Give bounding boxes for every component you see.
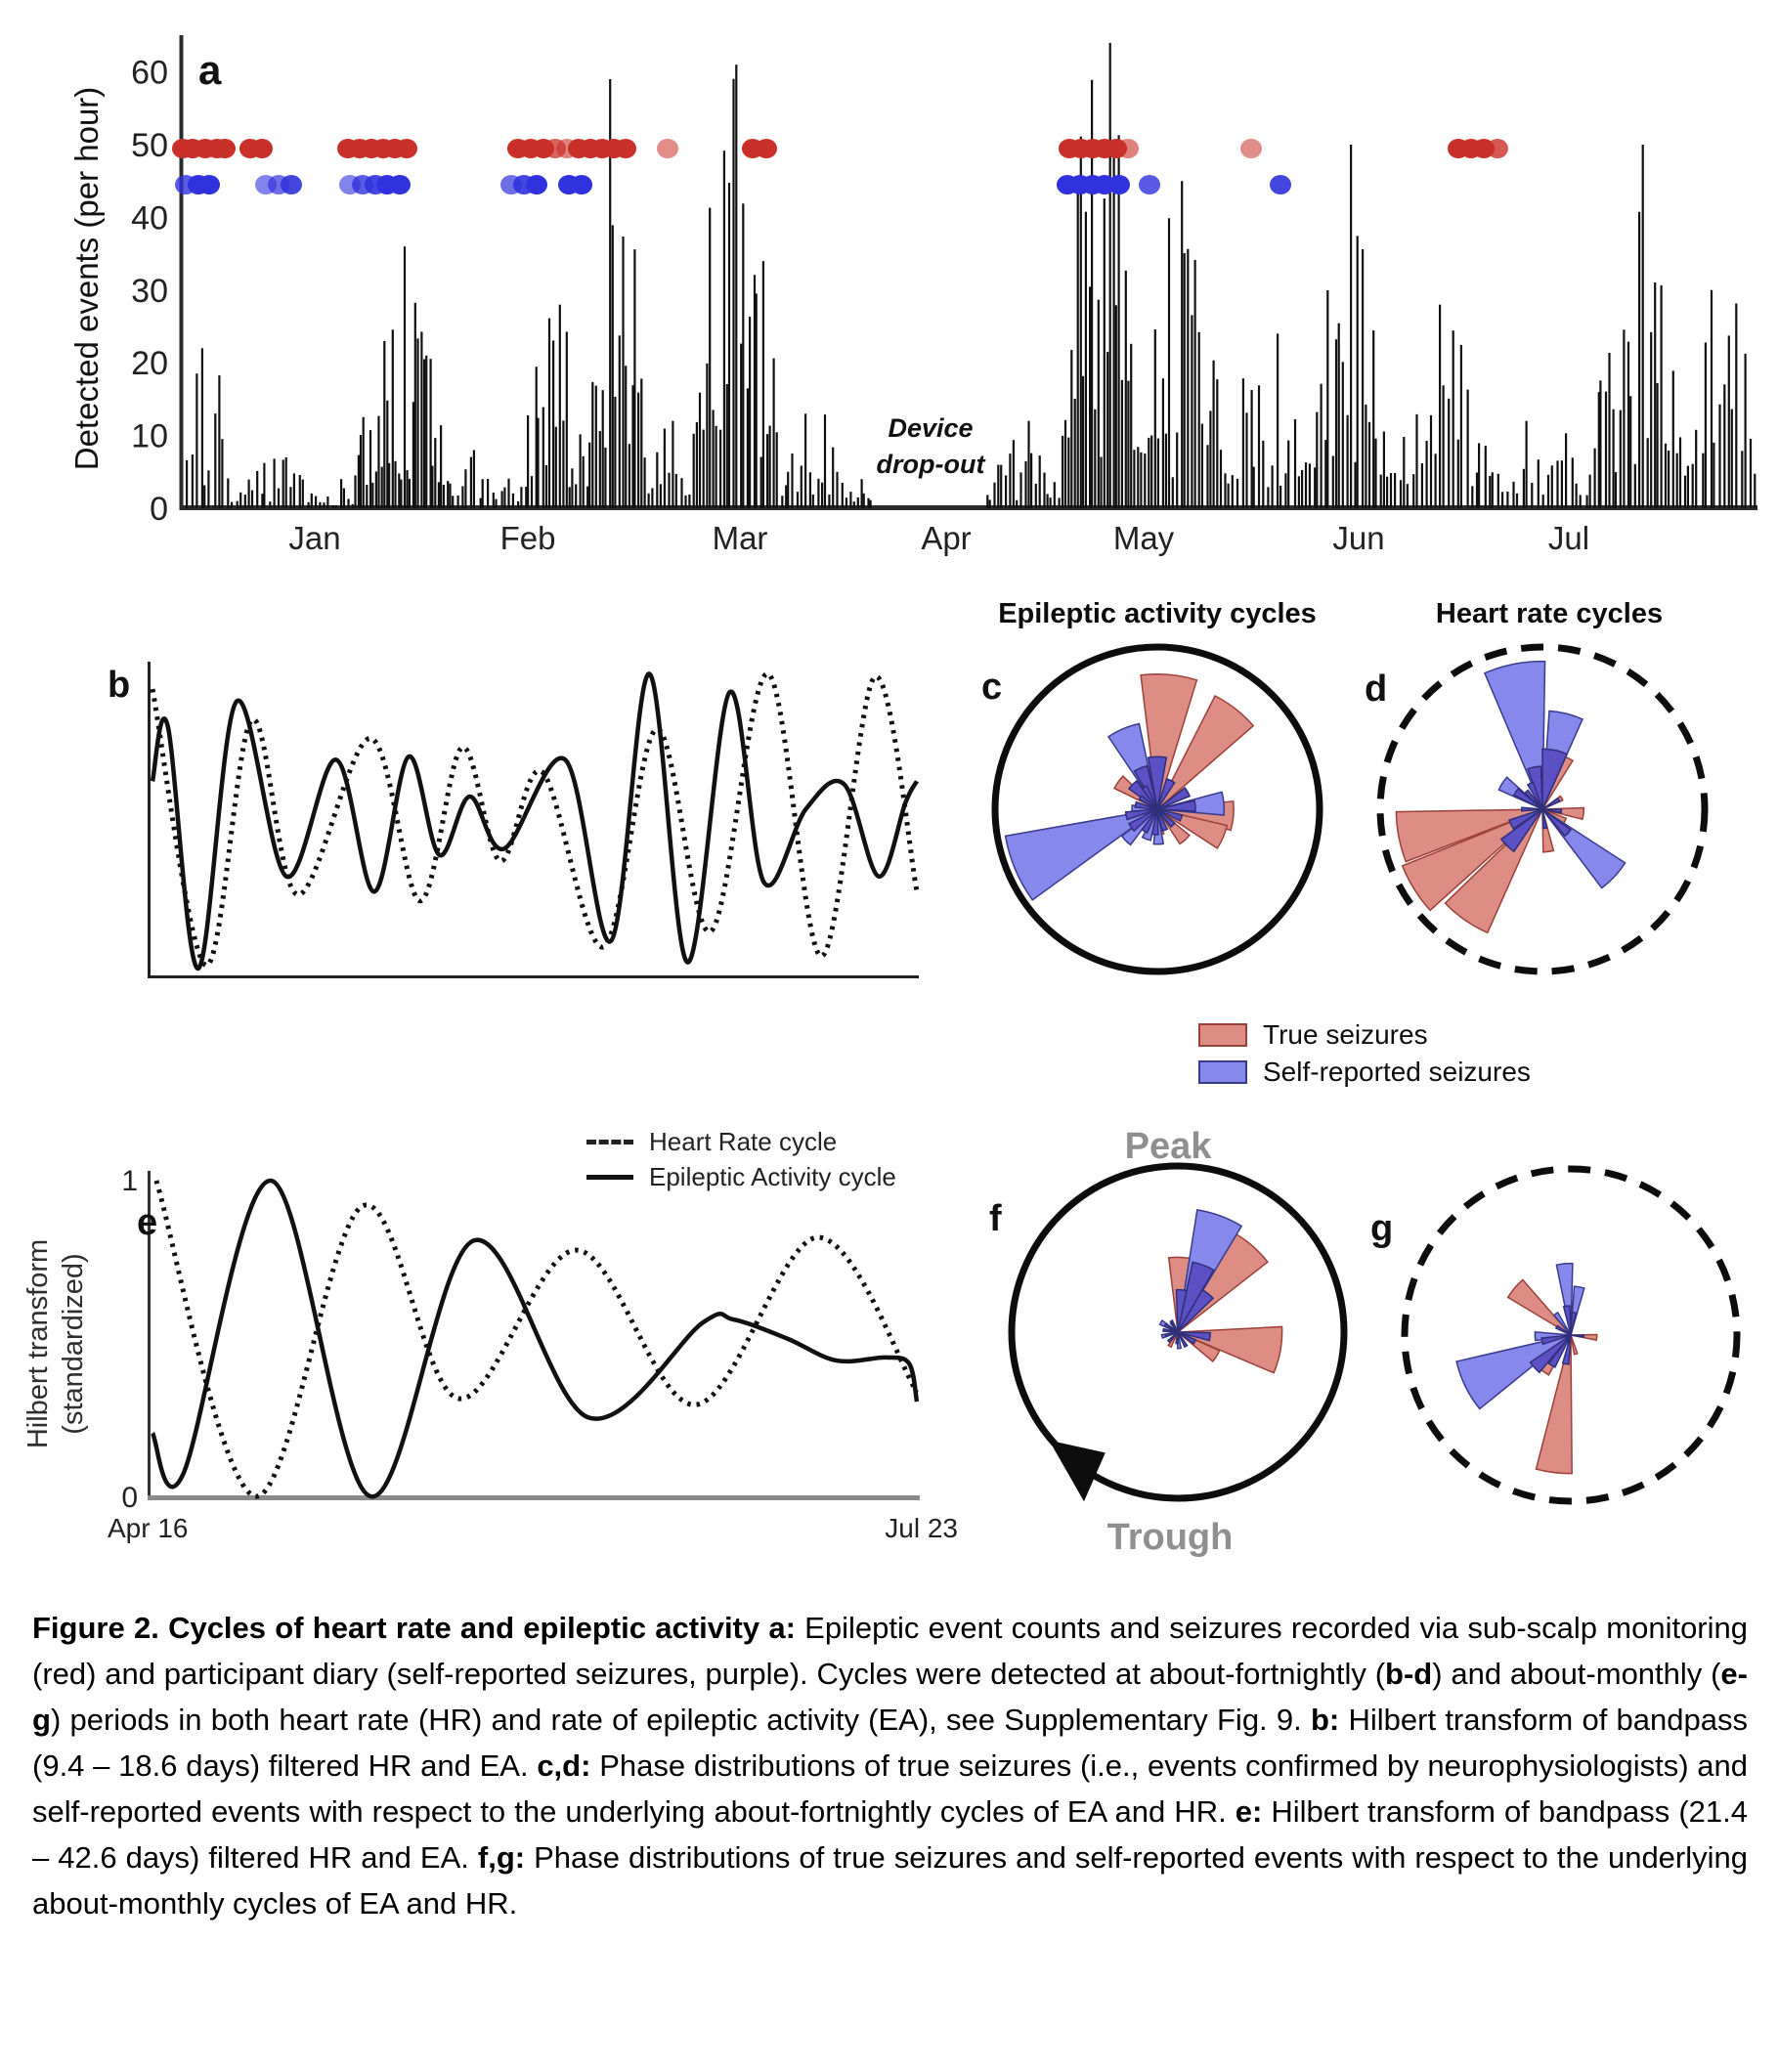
svg-text:10: 10 — [131, 417, 168, 455]
self-reported-seizures-swatch — [1198, 1060, 1247, 1084]
panel-c-label: c — [981, 667, 1003, 708]
panel-g-rose-plot — [1395, 1159, 1756, 1521]
solid-line-sample — [586, 1175, 633, 1180]
heart-rate-cycles-title: Heart rate cycles — [1435, 598, 1664, 629]
legend-true-seizures-row — [1198, 1016, 1531, 1054]
panel-d-label: d — [1365, 669, 1388, 710]
panel-f-rose-plot — [1002, 1156, 1364, 1518]
panel-e-label: e — [137, 1202, 158, 1243]
svg-text:40: 40 — [131, 199, 168, 237]
svg-text:30: 30 — [131, 272, 168, 310]
dashed-line-sample — [586, 1140, 633, 1144]
svg-text:Device: Device — [888, 413, 974, 443]
svg-text:1: 1 — [121, 1165, 138, 1197]
legend-heart-rate-row — [586, 1124, 896, 1159]
svg-text:drop-out: drop-out — [876, 450, 985, 479]
svg-text:0: 0 — [150, 491, 168, 528]
cycle-line-legend — [586, 1124, 896, 1194]
x-axis-end-date: Jul 23 — [885, 1513, 958, 1543]
svg-text:0: 0 — [121, 1482, 138, 1514]
svg-text:Hilbert transform: Hilbert transform — [22, 1238, 54, 1449]
legend-epileptic-activity-row — [586, 1159, 896, 1194]
true-seizures-swatch — [1198, 1023, 1247, 1047]
panel-f-label: f — [989, 1198, 1002, 1239]
epileptic-activity-cycle-label: Epileptic Activity cycle — [649, 1161, 896, 1191]
svg-text:Feb: Feb — [499, 520, 556, 556]
svg-text:60: 60 — [131, 54, 168, 92]
heart-rate-cycle-label: Heart Rate cycle — [649, 1126, 838, 1156]
panel-d-rose-plot — [1347, 614, 1738, 1005]
legend-self-reported-row — [1198, 1054, 1531, 1091]
svg-text:Jan: Jan — [288, 520, 341, 556]
x-axis-start-date: Apr 16 — [108, 1513, 189, 1543]
panel-a-label: a — [198, 47, 222, 93]
peak-label: Peak — [1124, 1126, 1212, 1167]
svg-text:Jul: Jul — [1547, 520, 1590, 556]
self-reported-seizures-label: Self-reported seizures — [1263, 1057, 1531, 1087]
seizure-legend — [1198, 1016, 1531, 1091]
svg-text:20: 20 — [131, 345, 168, 383]
svg-text:Detected events (per hour): Detected events (per hour) — [68, 86, 105, 471]
panel-b-label: b — [108, 665, 131, 706]
svg-text:May: May — [1112, 520, 1175, 556]
figure-caption: Figure 2. Cycles of heart rate and epileptic activity a: Epileptic event counts and seizures recorded via sub-scalp monitoring (red) and participant diary (self-reported seizures, purple). Cycles were detected at about-fortnightly (b-d) and about-monthly (e-g) periods in both heart rate (HR) and rate of epileptic activity (EA), see Supplementary Fig. 9. b: Hilbert transform of bandpass (9.4 – 18.6 days) filtered HR and EA. c,d: Phase distributions of true seizures (i.e., events confirmed by neurophysiologists) and self-reported events with respect to the underlying about-fortnightly cycles of EA and HR. e: Hilbert transform of bandpass (21.4 – 42.6 days) filtered HR and EA. f,g: Phase distributions of true seizures and self-reported events with respect to the underlying about-monthly cycles of EA and HR. — [32, 1611, 1748, 1921]
panel-c-rose-plot — [962, 614, 1353, 1005]
svg-text:Jun: Jun — [1332, 520, 1385, 556]
svg-text:Mar: Mar — [712, 520, 768, 556]
panel-b-line-chart — [0, 606, 977, 997]
epileptic-activity-cycles-title: Epileptic activity cycles — [998, 598, 1317, 629]
panel-g-label: g — [1370, 1208, 1394, 1249]
svg-text:(standardized): (standardized) — [58, 1253, 89, 1435]
panel-a-event-chart — [0, 0, 1778, 586]
true-seizures-label: True seizures — [1263, 1019, 1428, 1050]
svg-text:Apr: Apr — [921, 520, 972, 556]
svg-text:50: 50 — [131, 127, 168, 164]
trough-label: Trough — [1106, 1517, 1234, 1558]
